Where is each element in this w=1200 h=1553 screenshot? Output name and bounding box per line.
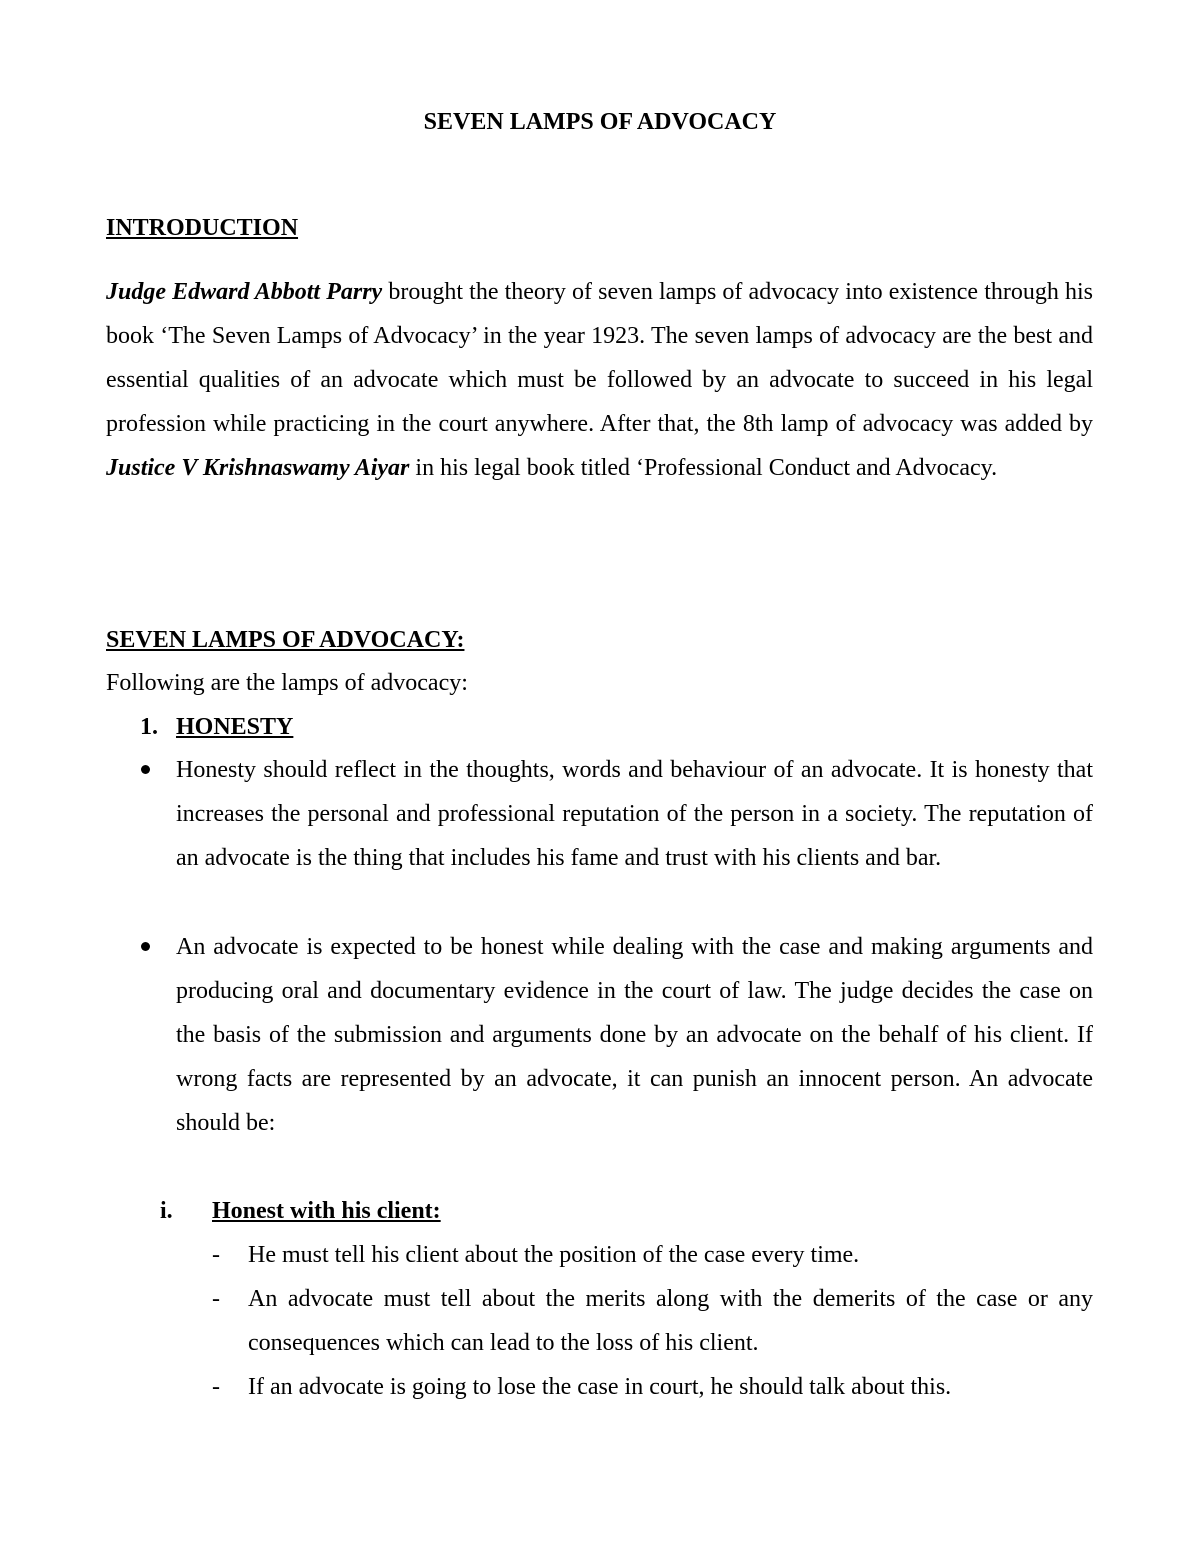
lamps-lead-text: Following are the lamps of advocacy:	[106, 670, 468, 696]
roman-numeral: i.	[160, 1198, 173, 1224]
dash-point-1	[212, 1233, 1093, 1277]
dash-marker: -	[212, 1374, 220, 1400]
lamp-number: 1.	[140, 714, 158, 740]
justice-name: Justice V Krishnaswamy Aiyar	[106, 455, 410, 481]
dash-marker: -	[212, 1242, 220, 1268]
sub-item-label: Honest with his client:	[212, 1198, 441, 1224]
author-name: Judge Edward Abbott Parry	[106, 279, 383, 305]
lamp-item-honesty	[140, 712, 293, 742]
document-title: SEVEN LAMPS OF ADVOCACY	[423, 109, 777, 135]
dash-point-2	[212, 1277, 1093, 1365]
dash-point-text: An advocate must tell about the merits along with the demerits of the case or any consequences which can lead to the loss of his client.	[248, 1286, 1093, 1356]
dash-point-text: He must tell his client about the position of the case every time.	[248, 1242, 860, 1268]
dash-point-3	[212, 1365, 1093, 1409]
dash-marker: -	[212, 1286, 220, 1312]
bullet-text: Honesty should reflect in the thoughts, words and behaviour of an advocate. It is honesty that increases the personal and professional reputation of the person in a society. The reputation of an advocate is the thing that includes his fame and trust with his clients and bar.	[176, 757, 1093, 871]
introduction-paragraph	[106, 270, 1093, 490]
intro-text-1: brought the theory of seven lamps of advocacy into existence through his book ‘The Seven Lamps of Advocacy’ in the year 1923. The seven lamps of advocacy are the best and essential qualities of an advocate which must be followed by an advocate to succeed in his legal profession while practicing in the court anywhere. After that, the 8th lamp of advocacy was added by	[106, 279, 1093, 437]
intro-text-2: in his legal book titled ‘Professional Conduct and Advocacy.	[409, 455, 998, 481]
honesty-bullet-1	[138, 748, 1093, 880]
honesty-bullet-2	[138, 925, 1093, 1145]
seven-lamps-heading: SEVEN LAMPS OF ADVOCACY:	[106, 627, 465, 653]
sub-item-honest-with-client	[160, 1196, 441, 1226]
lamp-label: HONESTY	[176, 714, 294, 740]
introduction-heading: INTRODUCTION	[106, 215, 299, 241]
dash-point-text: If an advocate is going to lose the case in court, he should talk about this.	[248, 1374, 952, 1400]
bullet-text: An advocate is expected to be honest while dealing with the case and making arguments and producing oral and documentary evidence in the court of law. The judge decides the case on the basis of the submission and arguments done by an advocate on the behalf of his client. If wrong facts are represented by an advocate, it can punish an innocent person. An advocate should be:	[176, 934, 1093, 1136]
